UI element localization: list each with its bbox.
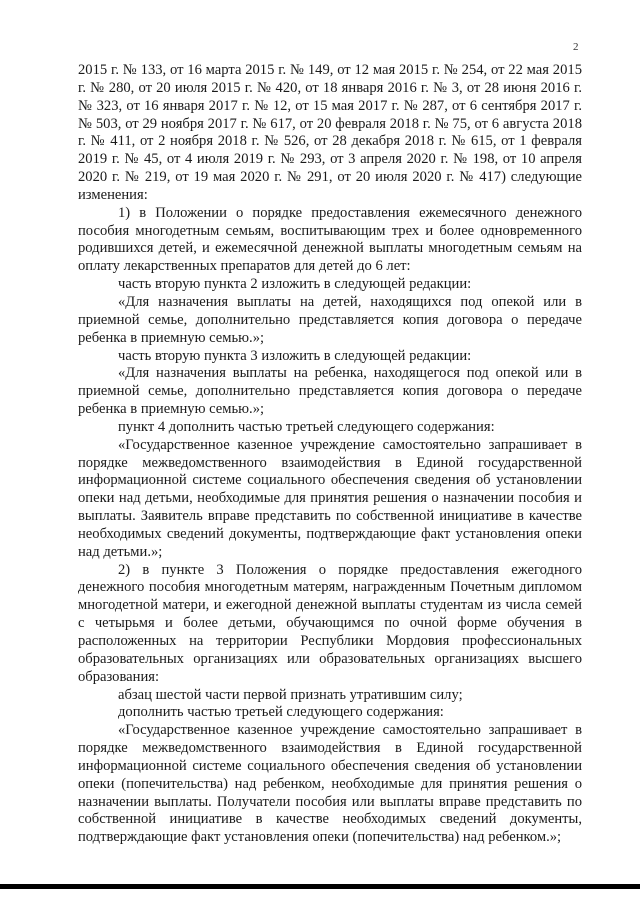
- scan-bottom-edge: [0, 884, 640, 889]
- paragraph-item-2: 2) в пункте 3 Положения о порядке предоставления ежегодного денежного пособия многодетным матерям, награжденным Почетным дипломом многодетной матери, и ежегодной денежной выплаты студентам из числа семей с четырьмя и более детьми, обучающимся по очной форме обучения в расположенных на территории Республики Мордовия профессиональных образовательных организациях или образовательных организациях высшего образования:: [78, 561, 582, 685]
- paragraph-part-three-text: «Государственное казенное учреждение самостоятельно запрашивает в порядке межведомственного взаимодействия в Единой государственной информационной системе социального обеспечения сведения об установлении опеки (попечительства) над ребенком, необходимые для принятия решения о назначении выплаты. Получатели пособия или выплаты вправе представить по собственной инициативе в качестве необходимых сведений документы, подтверждающие факт установления опеки (попечительства) над ребенком.»;: [78, 722, 582, 846]
- paragraph-point-2-instruction: часть вторую пункта 2 изложить в следующей редакции:: [118, 276, 472, 293]
- paragraph-point-3-instruction: часть вторую пункта 3 изложить в следующей редакции:: [118, 347, 472, 364]
- paragraph-point-2-text: «Для назначения выплаты на детей, находящихся под опекой или в приемной семье, дополнительно представляется копия договора о передаче ребенка в приемную семью.»;: [78, 293, 582, 346]
- paragraph-point-4-text: «Государственное казенное учреждение самостоятельно запрашивает в порядке межведомственного взаимодействия в Единой государственной информационной системе социального обеспечения сведения об установлении опеки над детьми, необходимые для принятия решения о назначении пособия и выплаты. Заявитель вправе представить по собственной инициативе в качестве необходимых сведений документы, подтверждающие факт установления опеки над детьми.»;: [78, 436, 582, 560]
- paragraph-point-3-text: «Для назначения выплаты на ребенка, находящегося под опекой или в приемной семье, дополнительно представляется копия договора о передаче ребенка в приемную семью.»;: [78, 365, 582, 418]
- paragraph-amendments-list: 2015 г. № 133, от 16 марта 2015 г. № 149, от 12 мая 2015 г. № 254, от 22 мая 2015 г. № 280, от 20 июля 2015 г. № 420, от 18 января 2016 г. № 3, от 28 июня 2016 г. № 323, от 16 января 2017 г. № 12, от 15 мая 2017 г. № 287, от 6 сентября 2017 г. № 503, от 29 ноября 2017 г. № 617, от 20 февраля 2018 г. № 75, от 6 августа 2018 г. № 411, от 2 ноября 2018 г. № 526, от 28 декабря 2018 г. № 615, от 1 февраля 2019 г. № 45, от 4 июля 2019 г. № 293, от 3 апреля 2020 г. № 198, от 10 апреля 2020 г. № 219, от 19 мая 2020 г. № 291, от 20 июля 2020 г. № 417) следующие изменения:: [78, 62, 582, 203]
- paragraph-point-4-instruction: пункт 4 дополнить частью третьей следующего содержания:: [118, 418, 495, 435]
- paragraph-sixth-abolished: абзац шестой части первой признать утратившим силу;: [118, 686, 463, 703]
- document-body: [78, 62, 582, 847]
- paragraph-add-part-three: дополнить частью третьей следующего содержания:: [118, 704, 444, 721]
- paragraph-item-1: 1) в Положении о порядке предоставления ежемесячного денежного пособия многодетным семьям, воспитывающим трех и более одновременного родившихся детей, и ежемесячной денежной выплаты многодетным семьям на оплату лекарственных препаратов для детей до 6 лет:: [78, 204, 582, 275]
- page-number: 2: [573, 41, 579, 53]
